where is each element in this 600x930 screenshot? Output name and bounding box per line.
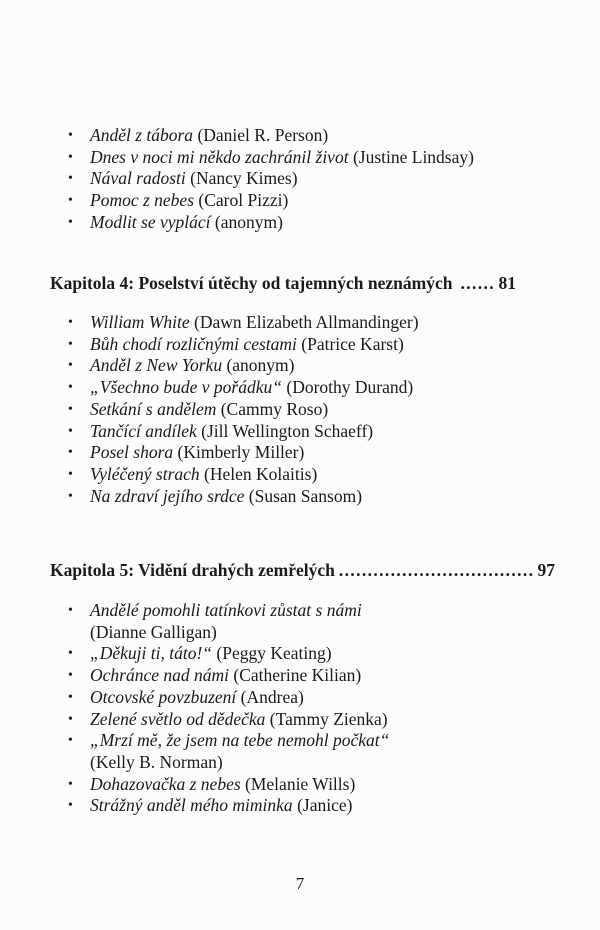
bullet-icon: •: [68, 646, 73, 662]
story-title: Modlit se vyplácí: [90, 211, 211, 232]
chapter-4-story-list: [66, 312, 419, 507]
story-author: (Melanie Wills): [245, 773, 356, 794]
story-title: „Všechno bude v pořádku“: [90, 377, 282, 398]
story-title: „Mrzí mě, že jsem na tebe nemohl počkat“: [90, 730, 390, 751]
story-author: (Dianne Galligan): [90, 621, 217, 642]
chapter-4-page: 81: [498, 273, 516, 293]
story-author: (Susan Sansom): [248, 485, 363, 506]
list-item: [66, 355, 419, 377]
chapter-4-heading: [50, 273, 555, 294]
story-title: Zelené světlo od dědečka: [90, 708, 266, 729]
story-title: Pomoc z nebes: [90, 190, 195, 211]
page-number: 7: [295, 874, 305, 893]
list-item: [66, 442, 419, 464]
bullet-icon: •: [68, 336, 73, 352]
list-item: [66, 212, 474, 234]
bullet-icon: •: [68, 315, 73, 330]
story-title: Bůh chodí rozličnými cestami: [90, 333, 297, 354]
bullet-icon: •: [68, 401, 73, 417]
list-item: [66, 399, 419, 421]
bullet-icon: •: [68, 193, 73, 209]
story-author: (Daniel R. Person): [197, 125, 329, 145]
story-author: (Justine Lindsay): [352, 146, 474, 167]
list-item: [66, 334, 419, 356]
list-item: [66, 600, 389, 643]
list-item: [66, 464, 419, 486]
story-author: (Kelly B. Norman): [90, 751, 223, 772]
list-item: [66, 421, 419, 443]
bullet-icon: •: [68, 488, 73, 504]
list-item: [66, 312, 419, 334]
story-title: „Děkuji ti, táto!“: [90, 643, 213, 664]
list-item: [66, 377, 419, 399]
bullet-icon: •: [68, 128, 73, 143]
story-title: Anděl z New Yorku: [90, 355, 223, 376]
bullet-icon: •: [68, 214, 73, 230]
story-author: (Dorothy Durand): [286, 377, 414, 398]
list-item: [66, 190, 474, 212]
story-author: (Jill Wellington Schaeff): [201, 420, 374, 441]
story-title: Dohazovačka z nebes: [90, 773, 241, 794]
story-title: Anděl z tábora: [90, 125, 194, 145]
list-item: [66, 643, 389, 665]
chapter-5-page: 97: [537, 560, 555, 580]
story-title: Nával radosti: [90, 168, 186, 189]
story-author: (Catherine Kilian): [233, 665, 362, 686]
bullet-icon: •: [68, 380, 73, 396]
list-item: [66, 125, 474, 147]
story-author: (Nancy Kimes): [190, 168, 298, 189]
list-item: [66, 486, 419, 508]
list-item: [66, 774, 389, 796]
bullet-icon: •: [68, 466, 73, 482]
list-item: [66, 795, 389, 817]
chapter-5-heading: [50, 560, 555, 581]
dot-leader: [339, 560, 534, 581]
story-author: (anonym): [226, 355, 295, 376]
bullet-icon: •: [68, 358, 73, 374]
story-author: (Carol Pizzi): [198, 190, 289, 211]
bullet-icon: •: [68, 149, 73, 165]
story-title: Andělé pomohli tatínkovi zůstat s námi: [90, 600, 362, 620]
story-author: (Janice): [297, 795, 353, 816]
story-author: (Peggy Keating): [216, 643, 332, 664]
story-title: Setkání s andělem: [90, 398, 217, 419]
story-author: (Tammy Zienka): [269, 708, 388, 729]
story-author: (anonym): [214, 211, 283, 232]
bullet-icon: •: [68, 423, 73, 439]
chapter-3-story-list: [66, 125, 474, 234]
bullet-icon: •: [68, 733, 73, 749]
bullet-icon: •: [68, 711, 73, 727]
story-title: Otcovské povzbuzení: [90, 686, 237, 707]
list-item: [66, 168, 474, 190]
bullet-icon: •: [68, 603, 73, 618]
story-author: (Helen Kolaitis): [204, 463, 318, 484]
bullet-icon: •: [68, 776, 73, 792]
bullet-icon: •: [68, 171, 73, 187]
story-title: Strážný anděl mého miminka: [90, 795, 293, 816]
story-title: Ochránce nad námi: [90, 665, 230, 686]
dot-leader: [460, 273, 494, 294]
story-title: William White: [90, 312, 190, 332]
story-author: (Kimberly Miller): [177, 442, 305, 463]
list-item: [66, 730, 389, 773]
bullet-icon: •: [68, 445, 73, 461]
story-title: Vyléčený strach: [90, 463, 200, 484]
chapter-4-title: Kapitola 4: Poselství útěchy od tajemných neznámých: [50, 273, 453, 293]
list-item: [66, 709, 389, 731]
story-title: Posel shora: [90, 442, 174, 463]
story-title: Na zdraví jejího srdce: [90, 485, 245, 506]
story-author: (Dawn Elizabeth Allmandinger): [194, 312, 419, 332]
chapter-5-title: Kapitola 5: Vidění drahých zemřelých: [50, 560, 335, 580]
story-title: Tančící andílek: [90, 420, 197, 441]
list-item: [66, 147, 474, 169]
story-title: Dnes v noci mi někdo zachránil život: [90, 146, 349, 167]
list-item: [66, 687, 389, 709]
chapter-5-story-list: [66, 600, 389, 817]
list-item: [66, 665, 389, 687]
story-author: (Andrea): [240, 686, 304, 707]
bullet-icon: •: [68, 689, 73, 705]
bullet-icon: •: [68, 668, 73, 684]
bullet-icon: •: [68, 798, 73, 814]
story-author: (Patrice Karst): [301, 333, 404, 354]
story-author: (Cammy Roso): [220, 398, 329, 419]
